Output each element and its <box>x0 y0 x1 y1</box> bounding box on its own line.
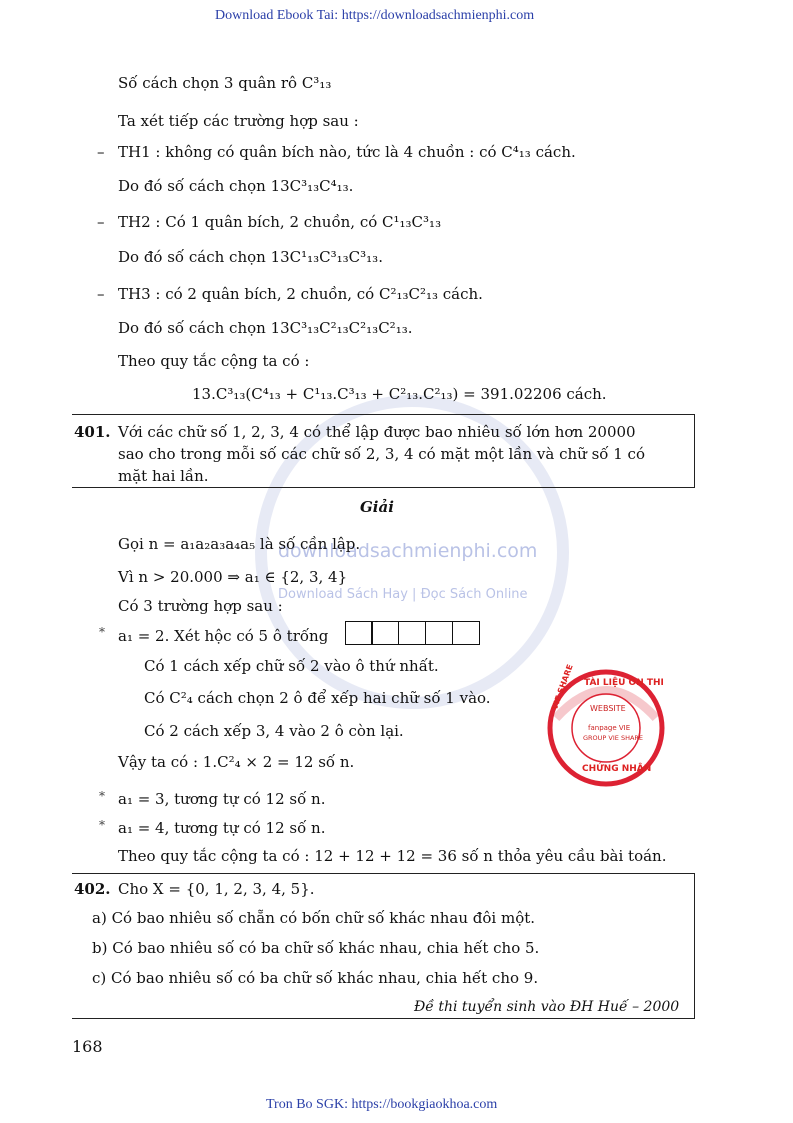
text-line: Do đó số cách chọn 13C³₁₃C⁴₁₃. <box>118 177 354 195</box>
empty-cell <box>345 621 373 645</box>
page-number: 168 <box>72 1037 103 1056</box>
text-line: Có 3 trường hợp sau : <box>118 597 283 615</box>
text-line: Số cách chọn 3 quân rô C³₁₃ <box>118 74 332 92</box>
stamp-center-text: fanpage VIE <box>588 724 631 732</box>
problem-number: 401. <box>74 423 111 441</box>
text-line: Có 2 cách xếp 3, 4 vào 2 ô còn lại. <box>144 722 404 740</box>
text-line: Theo quy tắc cộng ta có : 12 + 12 + 12 = 36 số n thỏa yêu cầu bài toán. <box>118 847 667 865</box>
stamp-center-text: WEBSITE <box>590 704 626 713</box>
text-line: a₁ = 2. Xét hộc có 5 ô trống <box>118 627 329 645</box>
five-empty-cells <box>346 621 480 645</box>
problem-text: Cho X = {0, 1, 2, 3, 4, 5}. <box>118 880 315 898</box>
star-bullet: * <box>99 818 105 832</box>
watermark-subtitle: Download Sách Hay | Đọc Sách Online <box>278 587 528 602</box>
stamp-top-text: TÀI LIỆU ÔN THI <box>584 678 664 688</box>
text-line: Có 1 cách xếp chữ số 2 vào ô thứ nhất. <box>144 657 439 675</box>
text-line: Do đó số cách chọn 13C³₁₃C²₁₃C²₁₃C²₁₃. <box>118 319 413 337</box>
problem-text: c) Có bao nhiêu số có ba chữ số khác nhau, chia hết cho 9. <box>92 969 539 987</box>
text-line: TH2 : Có 1 quân bích, 2 chuồn, có C¹₁₃C³₁₃ <box>118 213 442 231</box>
problem-text: a) Có bao nhiêu số chẵn có bốn chữ số khác nhau đôi một. <box>92 909 536 927</box>
star-bullet: * <box>99 789 105 803</box>
empty-cell <box>452 621 480 645</box>
problem-text: b) Có bao nhiêu số có ba chữ số khác nhau, chia hết cho 5. <box>92 939 540 957</box>
problem-text: mặt hai lần. <box>118 467 209 485</box>
problem-text: Với các chữ số 1, 2, 3, 4 có thể lập được bao nhiêu số lớn hơn 20000 <box>118 423 636 441</box>
text-line: Có C²₄ cách chọn 2 ô để xếp hai chữ số 1 vào. <box>144 689 491 707</box>
text-line: a₁ = 4, tương tự có 12 số n. <box>118 819 326 837</box>
empty-cell <box>371 621 399 645</box>
text-line: Vì n > 20.000 ⇒ a₁ ∈ {2, 3, 4} <box>118 568 348 586</box>
footer-link[interactable]: Tron Bo SGK: https://bookgiaokhoa.com <box>266 1097 498 1112</box>
text-line: TH1 : không có quân bích nào, tức là 4 chuồn : có C⁴₁₃ cách. <box>118 143 576 161</box>
text-line: Do đó số cách chọn 13C¹₁₃C³₁₃C³₁₃. <box>118 248 383 266</box>
text-line: Theo quy tắc cộng ta có : <box>118 352 310 370</box>
text-line: Vậy ta có : 1.C²₄ × 2 = 12 số n. <box>118 753 355 771</box>
dash-bullet: – <box>97 285 105 303</box>
problem-source: Đề thi tuyển sinh vào ĐH Huế – 2000 <box>414 999 680 1015</box>
solution-heading: Giải <box>360 498 394 516</box>
dash-bullet: – <box>97 143 105 161</box>
certification-stamp <box>546 663 666 788</box>
empty-cell <box>398 621 426 645</box>
text-line: Ta xét tiếp các trường hợp sau : <box>118 112 359 130</box>
text-line: a₁ = 3, tương tự có 12 số n. <box>118 790 326 808</box>
stamp-bottom-text: CHỨNG NHẬN <box>582 764 652 774</box>
formula-line: 13.C³₁₃(C⁴₁₃ + C¹₁₃.C³₁₃ + C²₁₃.C²₁₃) = 391.02206 cách. <box>192 385 607 403</box>
header-link[interactable]: Download Ebook Tai: https://downloadsachmienphi.com <box>215 8 535 23</box>
text-line: TH3 : có 2 quân bích, 2 chuồn, có C²₁₃C²₁₃ cách. <box>118 285 483 303</box>
text-line: Gọi n = a₁a₂a₃a₄a₅ là số cần lập. <box>118 535 361 553</box>
star-bullet: * <box>99 625 105 639</box>
empty-cell <box>425 621 453 645</box>
dash-bullet: – <box>97 213 105 231</box>
watermark-title: downloadsachmienphi.com <box>278 540 538 562</box>
stamp-left-text: VIE SHARE <box>550 663 575 712</box>
problem-number: 402. <box>74 880 111 898</box>
problem-text: sao cho trong mỗi số các chữ số 2, 3, 4 có mặt một lần và chữ số 1 có <box>118 445 645 463</box>
stamp-center-text: GROUP VIE SHARE <box>583 734 644 742</box>
